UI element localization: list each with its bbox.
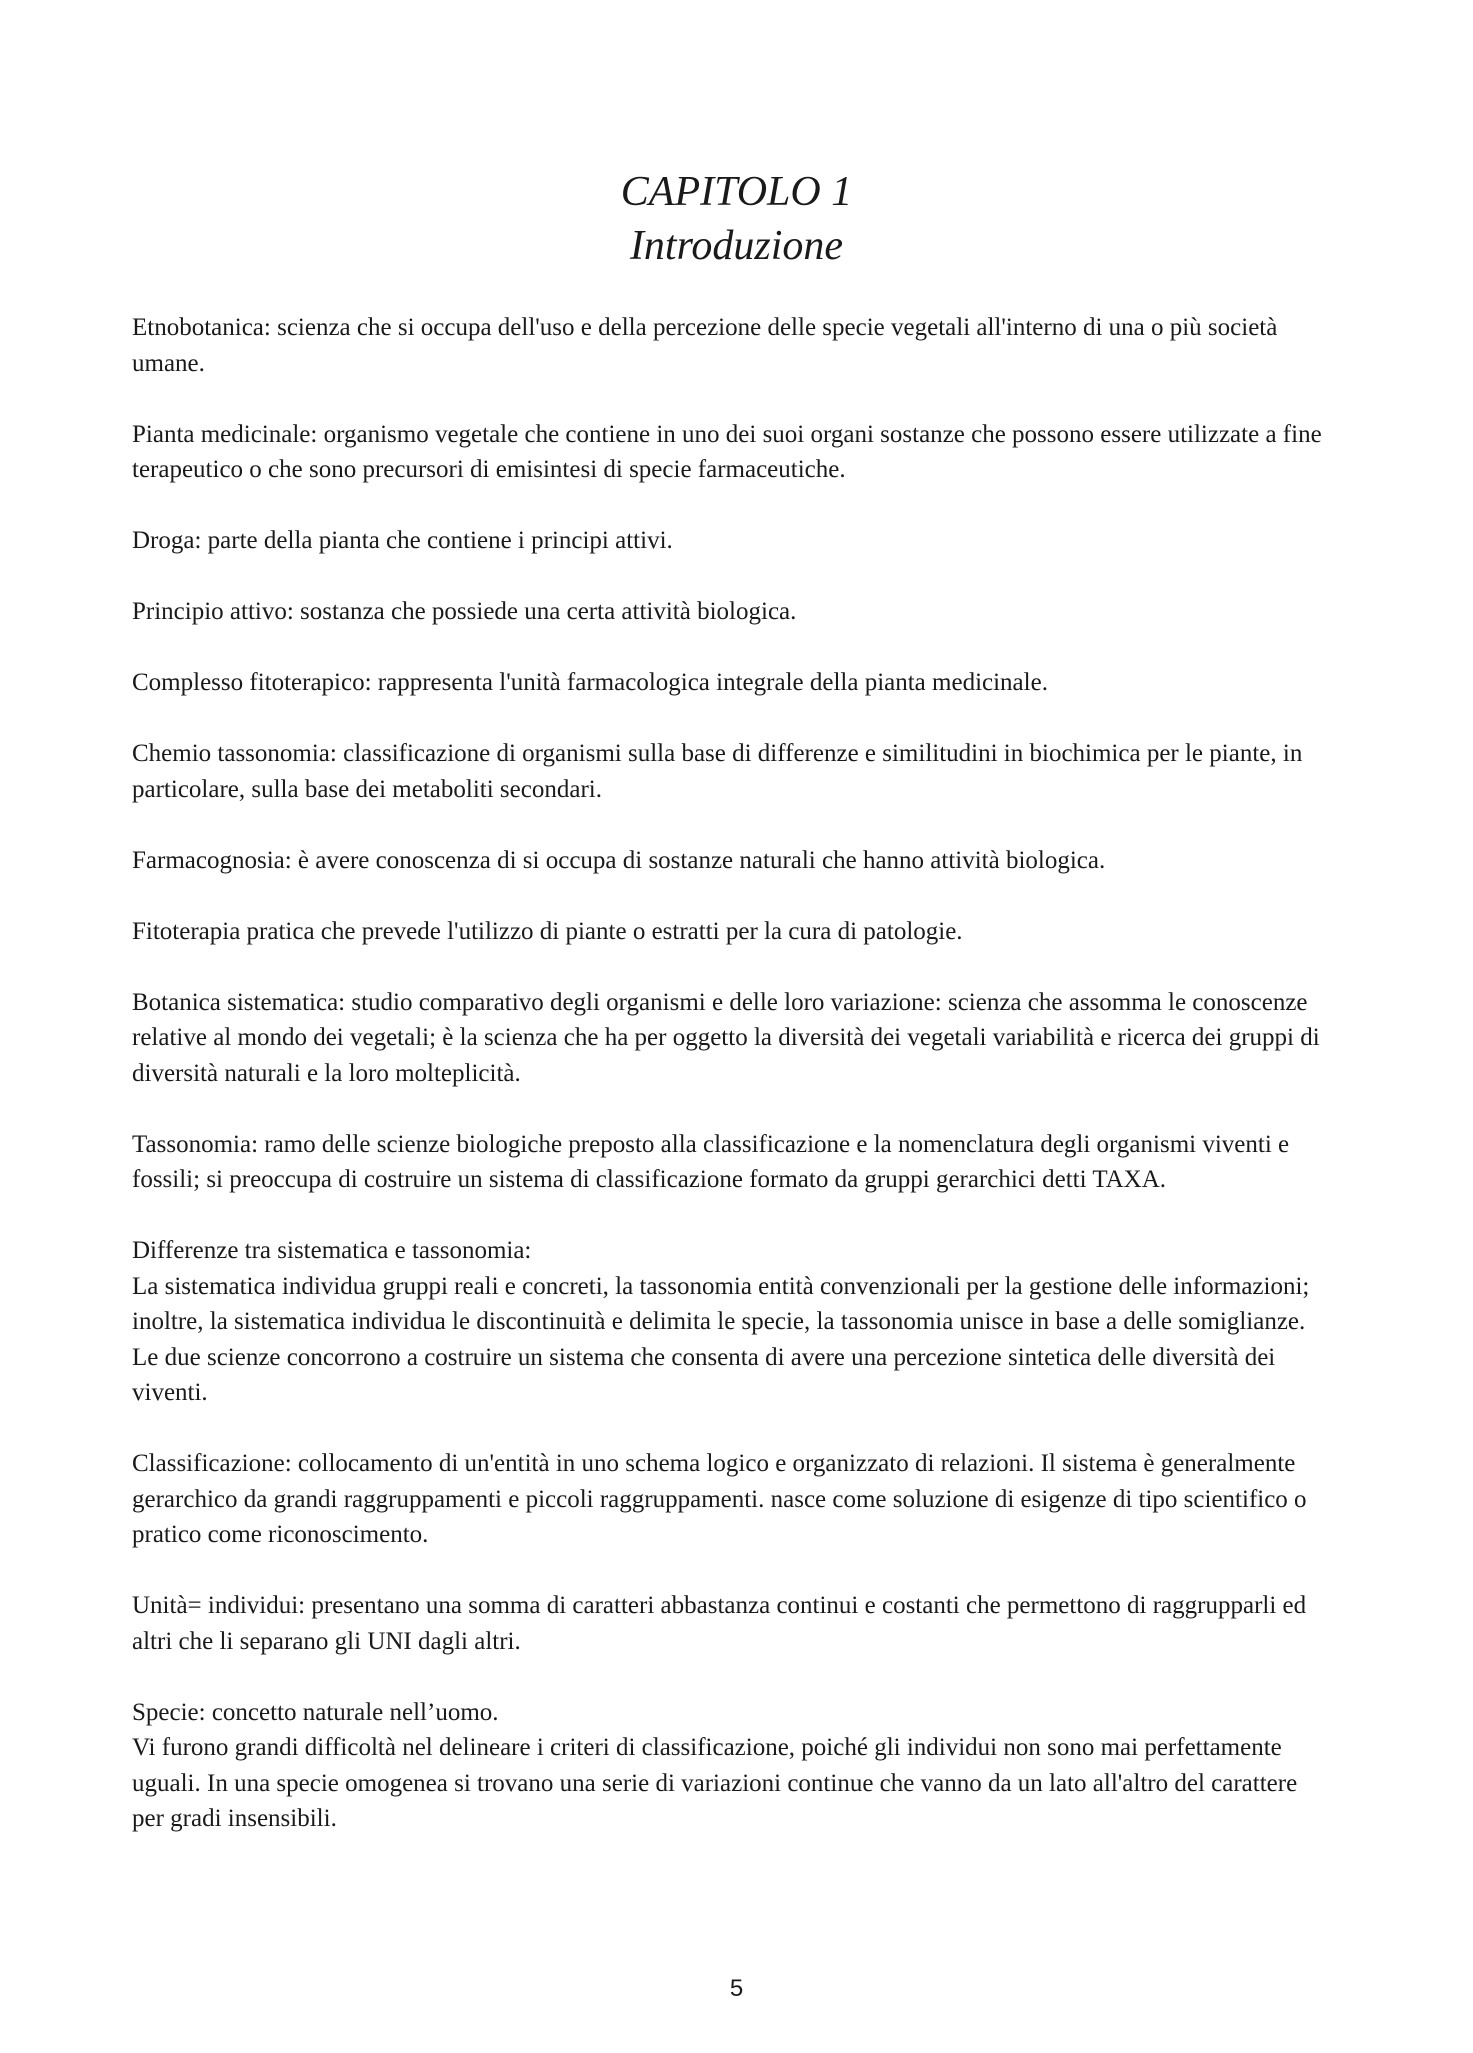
paragraph-differenze-body: La sistematica individua gruppi reali e concreti, la tassonomia entità convenzionali per la gestione delle informazioni; inoltre, la sistematica individua le discontinuità e delimita le specie, la tassonomia unisce in base a delle somiglianze. (132, 1272, 1310, 1335)
paragraph-botanica-sistematica: Botanica sistematica: studio comparativo degli organismi e delle loro variazione: scienza che assomma le conoscenze relative al mondo dei vegetali; è la scienza che ha per oggetto la diversità dei vegetali variabilità e ricerca dei gruppi di diversità naturali e la loro molteplicità. (132, 988, 1320, 1087)
paragraph-specie: Specie: concetto naturale nell’uomo. (132, 1698, 499, 1726)
paragraph-droga: Droga: parte della pianta che contiene i principi attivi. (132, 527, 673, 554)
chapter-subtitle: Introduzione (629, 223, 844, 269)
paragraph-differenze-heading: Differenze tra sistematica e tassonomia: (132, 1237, 532, 1264)
chapter-title: CAPITOLO 1 (620, 169, 853, 215)
paragraph-classificazione: Classificazione: collocamento di un'entità in uno schema logico e organizzato di relazioni. Il sistema è generalmente gerarchico da grandi raggruppamenti e piccoli raggruppamenti. nasce come soluzione di esigenze di tipo scientifico o pratico come riconoscimento. (132, 1450, 1307, 1548)
paragraph-farmacognosia: Farmacognosia: è avere conoscenza di si occupa di sostanze naturali che hanno attività biologica. (132, 846, 1106, 874)
paragraph-chemio-tassonomia: Chemio tassonomia: classificazione di organismi sulla base di differenze e similitudini in biochimica per le piante, in particolare, sulla base dei metaboliti secondari. (132, 740, 1303, 803)
paragraph-principio-attivo: Principio attivo: sostanza che possiede una certa attività biologica. (132, 598, 797, 625)
paragraph-etnobotanica: Etnobotanica: scienza che si occupa dell'uso e della percezione delle specie vegetali all'interno di una o più società umane. (132, 314, 1278, 377)
document-body (132, 310, 1322, 1837)
paragraph-unita: Unità= individui: presentano una somma di caratteri abbastanza continui e costanti che permettono di raggrupparli ed altri che li separano gli UNI dagli altri. (132, 1592, 1307, 1655)
page-number: 5 (729, 1975, 744, 2002)
paragraph-pianta-medicinale: Pianta medicinale: organismo vegetale che contiene in uno dei suoi organi sostanze che possono essere utilizzate a fine terapeutico o che sono precursori di emisintesi di specie farmaceutiche. (132, 420, 1322, 483)
paragraph-complesso-fitoterapico: Complesso fitoterapico: rappresenta l'unità farmacologica integrale della pianta medicinale. (132, 669, 1048, 696)
paragraph-due-scienze: Le due scienze concorrono a costruire un sistema che consenta di avere una percezione sintetica delle diversità dei viventi. (132, 1343, 1276, 1406)
paragraph-fitoterapia: Fitoterapia pratica che prevede l'utilizzo di piante o estratti per la cura di patologie. (132, 917, 963, 945)
paragraph-difficolta: Vi furono grandi difficoltà nel delineare i criteri di classificazione, poiché gli individui non sono mai perfettamente uguali. In una specie omogenea si trovano una serie di variazioni continue che vanno da un lato all'altro del carattere per gradi insensibili. (132, 1734, 1298, 1832)
paragraph-tassonomia: Tassonomia: ramo delle scienze biologiche preposto alla classificazione e la nomenclatura degli organismi viventi e fossili; si preoccupa di costruire un sistema di classificazione formato da gruppi gerarchici detti TAXA. (132, 1130, 1290, 1193)
